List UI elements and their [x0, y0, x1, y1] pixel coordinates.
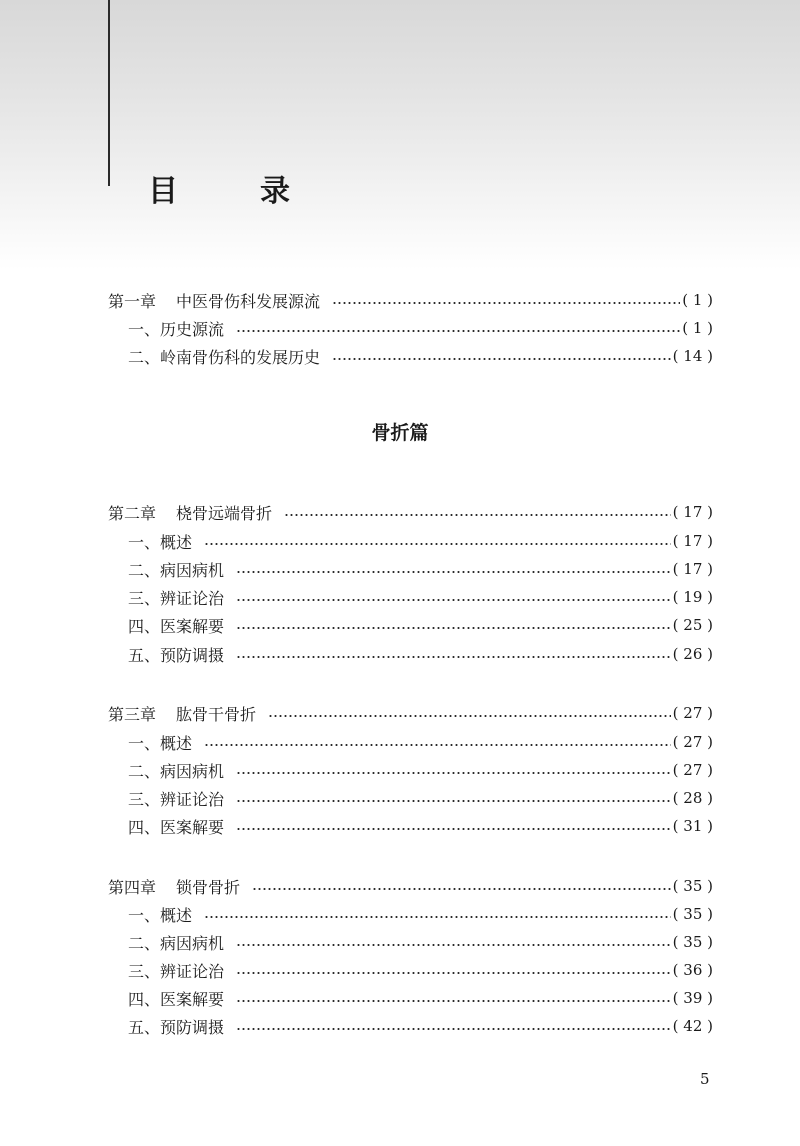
page-ref: ( 1 ): [682, 319, 713, 337]
dot-leader: [268, 701, 671, 725]
page-ref: ( 27 ): [672, 704, 713, 722]
dot-leader: [204, 902, 671, 926]
dot-leader: [236, 814, 671, 838]
dot-leader: [236, 613, 671, 637]
chapter-number: 第二章: [108, 503, 157, 523]
dot-leader: [236, 1014, 671, 1038]
chapter-number: 第三章: [108, 704, 157, 724]
section-number: 五、: [128, 1017, 161, 1037]
dot-leader: [236, 585, 671, 609]
page-ref: ( 25 ): [672, 616, 713, 634]
section-title: 概述: [160, 532, 193, 552]
section-title: 辨证论治: [160, 961, 225, 981]
section-title: 辨证论治: [160, 789, 225, 809]
dot-leader: [236, 557, 671, 581]
toc-section[interactable]: [108, 316, 713, 340]
toc-section[interactable]: [108, 814, 713, 838]
chapter-number: 第四章: [108, 877, 157, 897]
chapter-number: 第一章: [108, 291, 157, 311]
section-number: 五、: [128, 645, 161, 665]
page-number: 5: [700, 1070, 710, 1088]
toc-section[interactable]: [108, 902, 713, 926]
toc-section[interactable]: [108, 986, 713, 1010]
dot-leader: [236, 642, 671, 666]
section-number: 二、: [128, 761, 161, 781]
dot-leader: [204, 529, 671, 553]
dot-leader: [332, 344, 671, 368]
page-ref: ( 31 ): [672, 817, 713, 835]
dot-leader: [236, 316, 680, 340]
dot-leader: [252, 874, 671, 898]
page-ref: ( 27 ): [672, 761, 713, 779]
chapter-title: 锁骨骨折: [176, 877, 241, 897]
section-title: 医案解要: [160, 989, 225, 1009]
page-ref: ( 36 ): [672, 961, 713, 979]
toc-section[interactable]: [108, 642, 713, 666]
toc-section[interactable]: [108, 958, 713, 982]
toc-section[interactable]: [108, 585, 713, 609]
toc-chapter-4[interactable]: [108, 874, 713, 898]
page-ref: ( 17 ): [672, 532, 713, 550]
chapter-title: 肱骨干骨折: [176, 704, 257, 724]
page-ref: ( 39 ): [672, 989, 713, 1007]
section-number: 一、: [128, 905, 161, 925]
section-number: 四、: [128, 817, 161, 837]
toc-chapter-2[interactable]: [108, 500, 713, 524]
page-ref: ( 42 ): [672, 1017, 713, 1035]
section-title: 病因病机: [160, 761, 225, 781]
dot-leader: [236, 786, 671, 810]
section-number: 一、: [128, 733, 161, 753]
toc-chapter-1[interactable]: [108, 288, 713, 312]
page-ref: ( 35 ): [672, 905, 713, 923]
section-title: 病因病机: [160, 560, 225, 580]
dot-leader: [332, 288, 680, 312]
page-ref: ( 19 ): [672, 588, 713, 606]
section-title: 病因病机: [160, 933, 225, 953]
section-title: 概述: [160, 905, 193, 925]
section-title: 医案解要: [160, 616, 225, 636]
vertical-rule: [108, 0, 110, 186]
section-title: 岭南骨伤科的发展历史: [160, 347, 321, 367]
toc-section[interactable]: [108, 930, 713, 954]
section-number: 四、: [128, 616, 161, 636]
page-ref: ( 14 ): [672, 347, 713, 365]
toc-chapter-3[interactable]: [108, 701, 713, 725]
dot-leader: [204, 730, 671, 754]
dot-leader: [284, 500, 671, 524]
section-number: 三、: [128, 961, 161, 981]
page-title: 目 录: [148, 174, 316, 209]
dot-leader: [236, 758, 671, 782]
dot-leader: [236, 958, 671, 982]
part-title: 骨折篇: [371, 422, 429, 444]
toc-section[interactable]: [108, 344, 713, 368]
toc-section[interactable]: [108, 613, 713, 637]
section-title: 预防调摄: [160, 645, 225, 665]
toc-section[interactable]: [108, 730, 713, 754]
header-background: [0, 0, 800, 270]
section-title: 概述: [160, 733, 193, 753]
section-number: 四、: [128, 989, 161, 1009]
page-ref: ( 17 ): [672, 503, 713, 521]
page-ref: ( 17 ): [672, 560, 713, 578]
section-title: 历史源流: [160, 319, 225, 339]
toc-section[interactable]: [108, 758, 713, 782]
page-ref: ( 26 ): [672, 645, 713, 663]
section-title: 预防调摄: [160, 1017, 225, 1037]
section-number: 三、: [128, 789, 161, 809]
page-ref: ( 27 ): [672, 733, 713, 751]
section-number: 三、: [128, 588, 161, 608]
dot-leader: [236, 986, 671, 1010]
section-title: 医案解要: [160, 817, 225, 837]
section-number: 一、: [128, 319, 161, 339]
page-ref: ( 35 ): [672, 933, 713, 951]
toc-section[interactable]: [108, 1014, 713, 1038]
toc-section[interactable]: [108, 557, 713, 581]
chapter-title: 中医骨伤科发展源流: [176, 291, 321, 311]
section-number: 一、: [128, 532, 161, 552]
section-number: 二、: [128, 560, 161, 580]
page-ref: ( 1 ): [682, 291, 713, 309]
page-ref: ( 28 ): [672, 789, 713, 807]
dot-leader: [236, 930, 671, 954]
section-number: 二、: [128, 347, 161, 367]
toc-section[interactable]: [108, 786, 713, 810]
section-number: 二、: [128, 933, 161, 953]
section-title: 辨证论治: [160, 588, 225, 608]
toc-section[interactable]: [108, 529, 713, 553]
page-ref: ( 35 ): [672, 877, 713, 895]
chapter-title: 桡骨远端骨折: [176, 503, 273, 523]
